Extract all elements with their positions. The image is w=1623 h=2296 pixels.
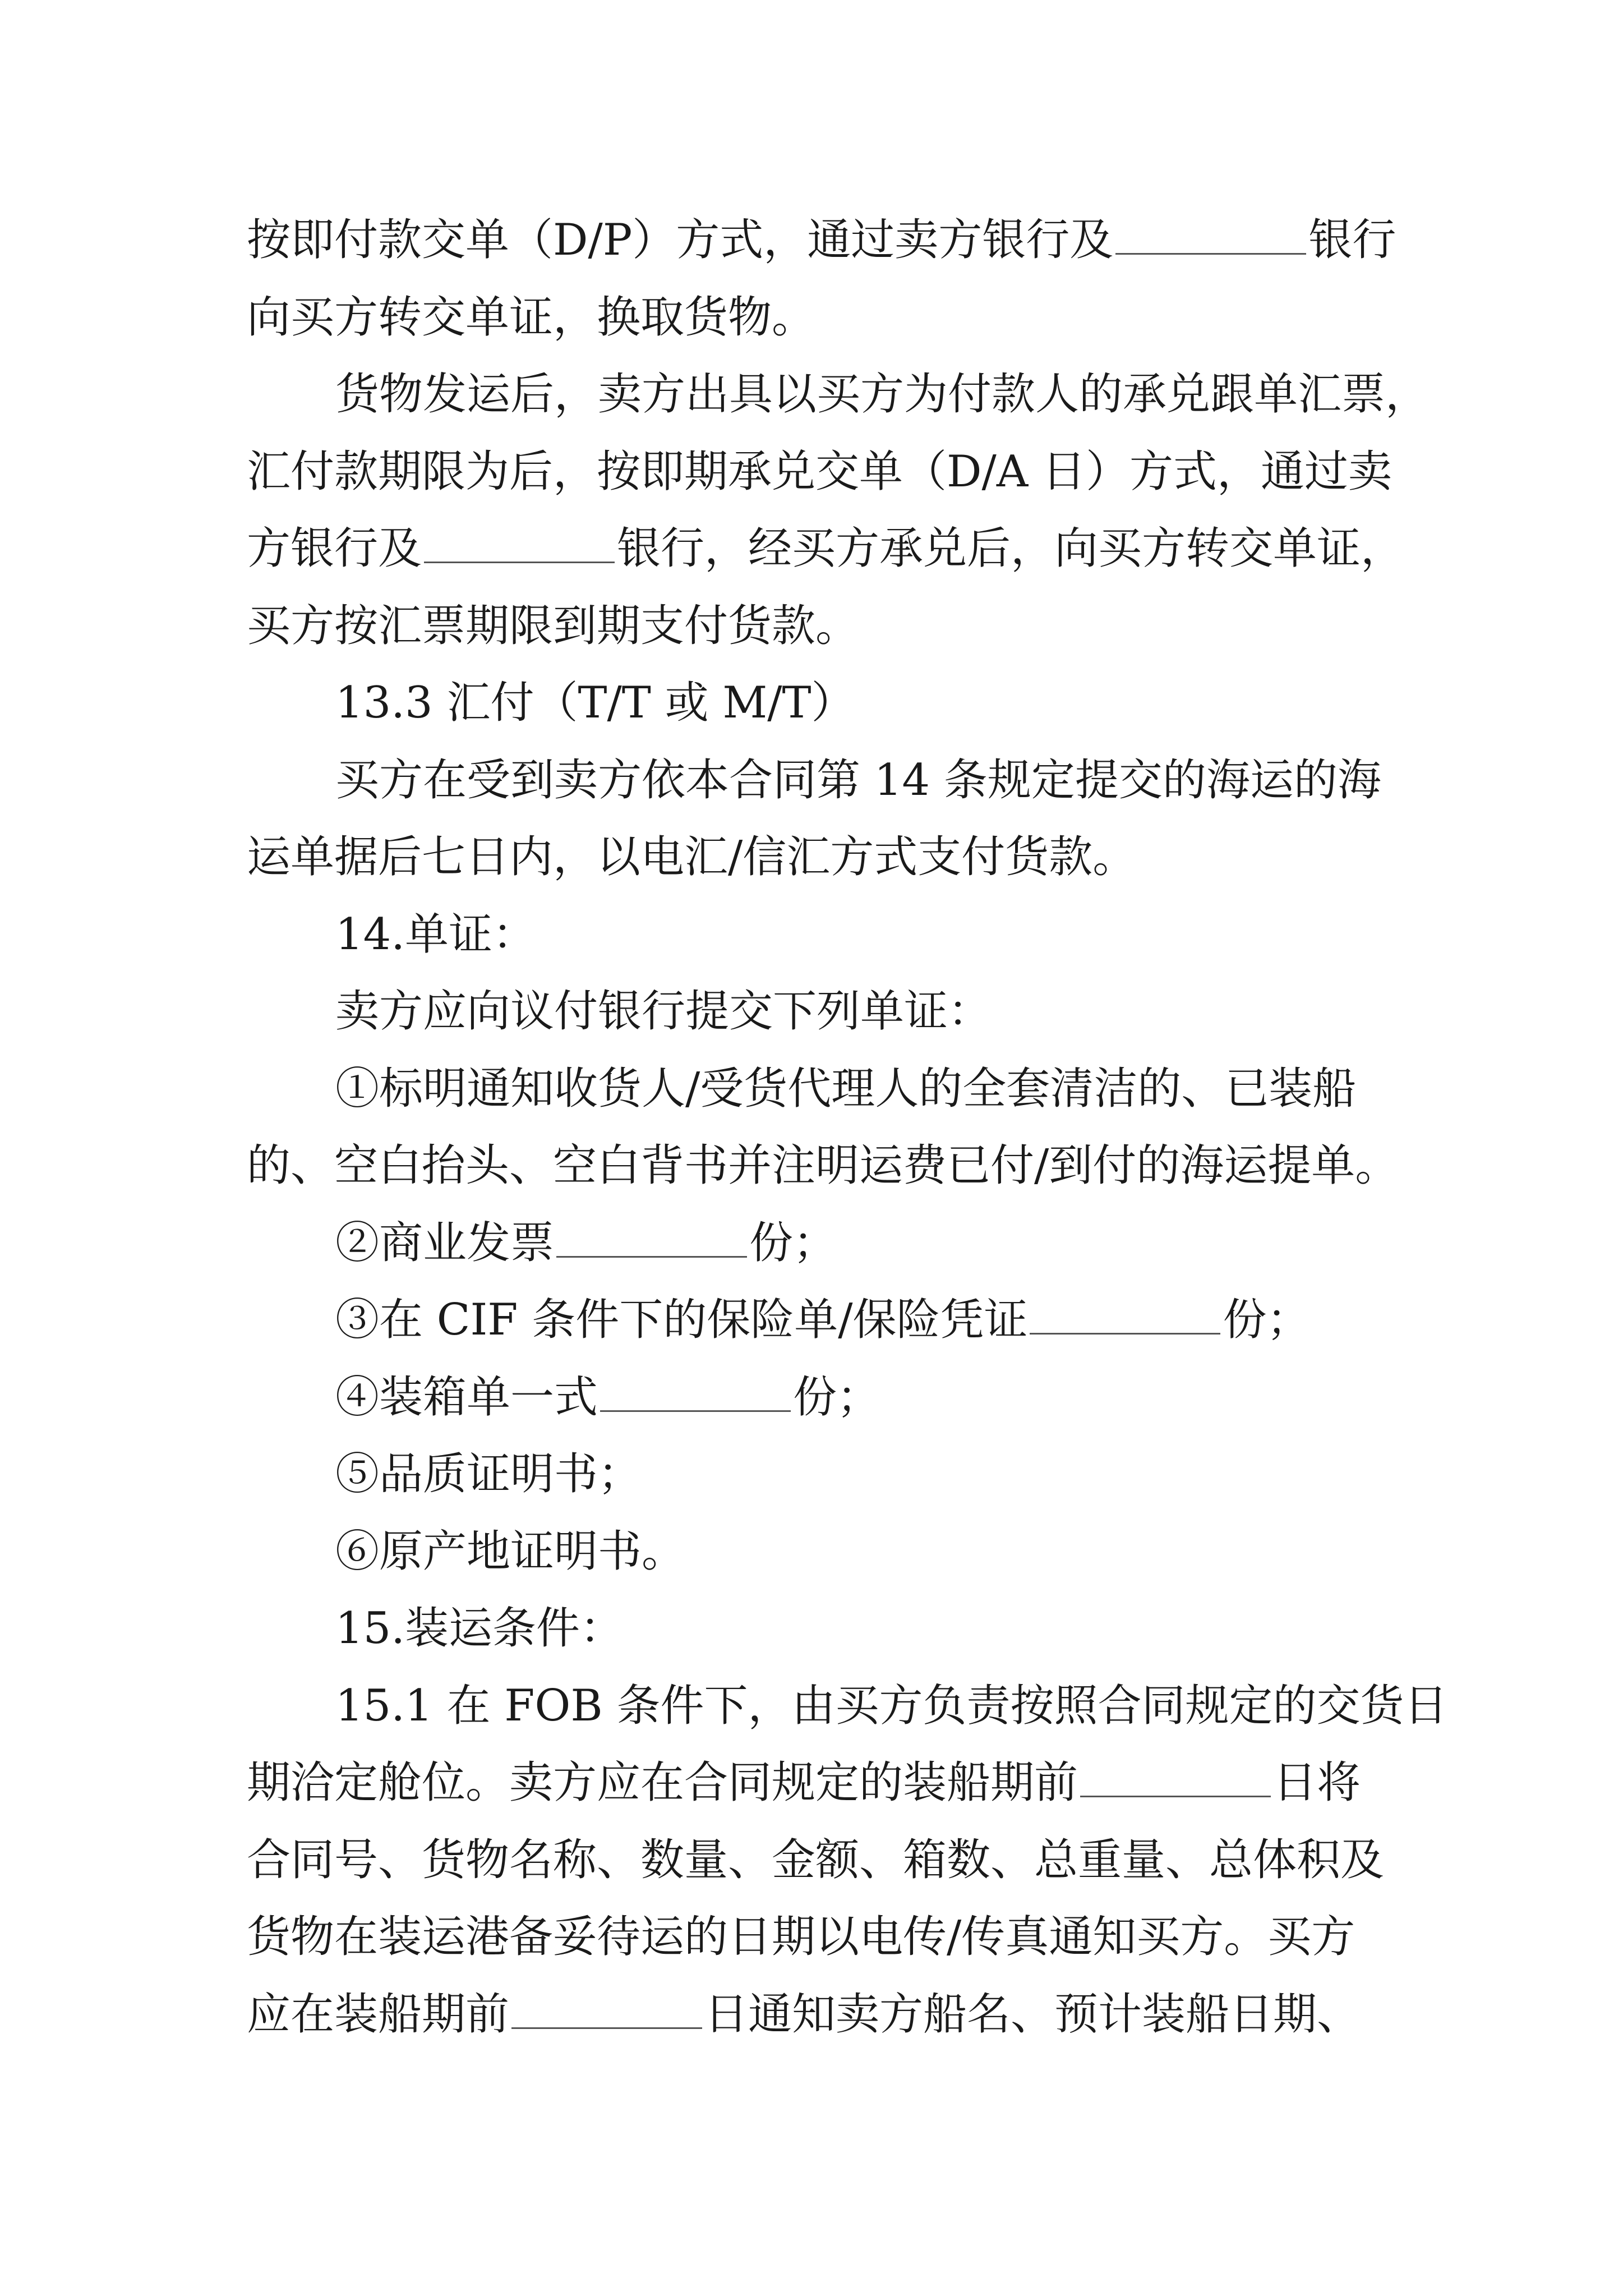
paragraph-line (247, 510, 1424, 588)
text-segment: 买方在受到卖方依本合同第 14 条规定提交的海运的海 (335, 754, 1381, 806)
fill-in-blank[interactable] (556, 1221, 747, 1258)
text-segment: 的、空白抬头、空白背书并注明运费已付/到付的海运提单。 (247, 1140, 1399, 1191)
fill-in-blank[interactable] (1080, 1761, 1271, 1797)
contract-page (247, 202, 1448, 2053)
fill-in-blank[interactable] (511, 1993, 702, 2029)
list-item (247, 1282, 1424, 1359)
paragraph-line (247, 1668, 1448, 1745)
section-heading (247, 896, 1424, 974)
text-segment: 15.1 在 FOB 条件下，由买方负责按照合同规定的交货日 (335, 1680, 1448, 1731)
text-segment: ③在 CIF 条件下的保险单/保险凭证 (335, 1295, 1028, 1345)
paragraph-line (247, 1745, 1424, 1822)
section-heading (247, 1590, 1424, 1668)
list-item (247, 1205, 1424, 1282)
paragraph-line (247, 973, 1424, 1051)
text-segment: ②商业发票 (335, 1217, 555, 1268)
text-segment: ④装箱单一式 (335, 1372, 598, 1423)
paragraph-line (247, 742, 1424, 820)
list-item (247, 1359, 1424, 1437)
list-item (247, 1436, 1424, 1513)
text-segment: 货物在装运港备妥待运的日期以电传/传真通知买方。买方 (247, 1912, 1355, 1962)
list-item (247, 1051, 1424, 1128)
text-segment: 份； (793, 1372, 881, 1423)
text-segment: 15.装运条件： (335, 1603, 624, 1654)
text-segment: 份； (749, 1217, 837, 1268)
fill-in-blank[interactable] (600, 1375, 791, 1412)
paragraph-line (247, 1128, 1424, 1205)
fill-in-blank[interactable] (1030, 1298, 1220, 1335)
paragraph-line (247, 1976, 1424, 2054)
text-segment: 卖方应向议付银行提交下列单证： (335, 986, 992, 1037)
paragraph-line (247, 1899, 1424, 1976)
text-segment: 汇付款期限为后，按即期承兑交单（D/A 日）方式，通过卖 (247, 446, 1392, 497)
text-segment: 银行，经买方承兑后，向买方转交单证， (617, 523, 1405, 574)
text-segment: 13.3 汇付（T/T 或 M/T） (335, 678, 855, 728)
text-segment: 日通知卖方船名、预计装船日期、 (704, 1989, 1361, 2040)
paragraph-line (247, 434, 1424, 511)
text-segment: 份； (1223, 1295, 1311, 1345)
paragraph-line (247, 279, 1424, 357)
paragraph-line (247, 356, 1430, 434)
text-segment: 日将 (1273, 1757, 1361, 1808)
text-segment: ①标明通知收货人/受货代理人的全套清洁的、已装船 (335, 1063, 1357, 1114)
paragraph-line (247, 1822, 1424, 1899)
text-segment: 按即付款交单（D/P）方式，通过卖方银行及 (247, 215, 1114, 265)
section-heading (247, 665, 1424, 742)
text-segment: 14.单证： (335, 909, 537, 960)
text-segment: 期洽定舱位。卖方应在合同规定的装船期前 (247, 1757, 1078, 1808)
paragraph-line (247, 202, 1424, 279)
list-item (247, 1513, 1424, 1591)
fill-in-blank[interactable] (424, 527, 615, 563)
text-segment: 运单据后七日内，以电汇/信汇方式支付货款。 (247, 832, 1137, 882)
text-segment: 货物发运后，卖方出具以买方为付款人的承兑跟单汇票， (335, 369, 1430, 420)
paragraph-line (247, 588, 1424, 665)
text-segment: 合同号、货物名称、数量、金额、箱数、总重量、总体积及 (247, 1834, 1385, 1885)
text-segment: 银行 (1308, 215, 1396, 265)
text-segment: ⑥原产地证明书。 (335, 1526, 686, 1577)
text-segment: 买方按汇票期限到期支付货款。 (247, 600, 860, 651)
text-segment: ⑤品质证明书； (335, 1449, 642, 1499)
text-segment: 向买方转交单证，换取货物。 (247, 292, 816, 343)
text-segment: 应在装船期前 (247, 1989, 510, 2040)
paragraph-line (247, 819, 1424, 896)
text-segment: 方银行及 (247, 523, 422, 574)
fill-in-blank[interactable] (1115, 218, 1306, 255)
